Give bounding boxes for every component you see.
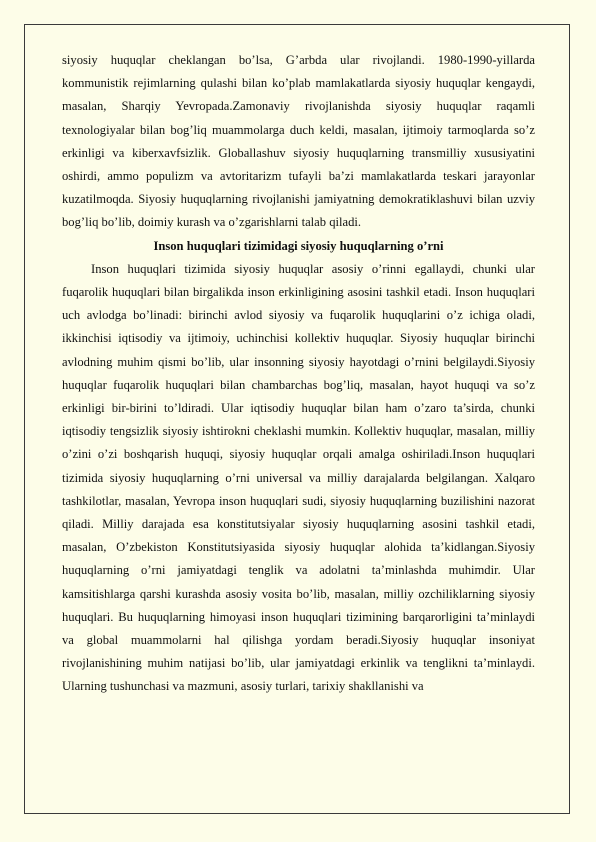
- paragraph-intro: siyosiy huquqlar cheklangan bo’lsa, G’arbda ular rivojlandi. 1980-1990-yillarda kommunistik rejimlarning qulashi bilan ko’plab mamlakatlarda siyosiy huquqlar kengaydi, masalan, Sharqiy Yevropada.Zamonaviy rivojlanishda siyosiy huquqlar raqamli texnologiyalar bilan bog’liq muammolarga duch keldi, masalan, ijtimoiy tarmoqlarda so’z erkinligi va kiberxavfsizlik. Globallashuv siyosiy huquqlarning transmilliy xususiyatini oshirdi, ammo populizm va avtoritarizm tufayli ba’zi mamlakatlarda teskari jarayonlar kuzatilmoqda. Siyosiy huquqlarning rivojlanishi jamiyatning demokratiklashuvi bilan uzviy bog’liq bo’lib, doimiy kurash va o’zgarishlarni talab qiladi.: [62, 53, 535, 230]
- document-body: [62, 49, 535, 699]
- section-heading: Inson huquqlari tizimidagi siyosiy huquqlarning o’rni: [153, 238, 444, 253]
- paragraph-main: Inson huquqlari tizimida siyosiy huquqlar asosiy o’rinni egallaydi, chunki ular fuqarolik huquqlari bilan birgalikda inson erkinligining asosini tashkil etadi. Inson huquqlari uch avlodga bo’linadi: birinchi avlod siyosiy va fuqarolik huquqlarini o’z ichiga oladi, ikkinchisi iqtisodiy va ijtimoiy, uchinchisi kollektiv huquqlar. Siyosiy huquqlar birinchi avlodning muhim qismi bo’lib, ular insonning siyosiy hayotdagi o’rnini belgilaydi.Siyosiy huquqlar fuqarolik huquqlari bilan chambarchas bog’liq, masalan, hayot huquqi va so’z erkinligi bir-birini to’ldiradi. Ular iqtisodiy huquqlar bilan ham o’zaro ta’sirda, chunki iqtisodiy tengsizlik siyosiy ishtirokni cheklashi mumkin. Kollektiv huquqlar, masalan, milliy o’zini o’zi boshqarish huquqi, siyosiy huquqlar orqali amalga oshiriladi.Inson huquqlari tizimida siyosiy huquqlarning o’rni universal va milliy darajalarda belgilangan. Xalqaro tashkilotlar, masalan, Yevropa inson huquqlari sudi, siyosiy huquqlarning buzilishini nazorat qiladi. Milliy darajada esa konstitutsiyalar siyosiy huquqlarning asosini tashkil etadi, masalan, O’zbekiston Konstitutsiyasida siyosiy huquqlar alohida ta’kidlangan.Siyosiy huquqlarning o’rni jamiyatdagi tenglik va adolatni ta’minlashda muhimdir. Ular kamsitishlarga qarshi kurashda asosiy vosita bo’lib, masalan, milliy ozchiliklarning siyosiy huquqlari. Bu huquqlarning himoyasi inson huquqlari tizimining barqarorligini ta’minlaydi va global muammolarni hal qilishga yordam beradi.Siyosiy huquqlar insoniyat rivojlanishining muhim natijasi bo’lib, ular jamiyatdagi erkinlik va tenglikni ta’minlaydi. Ularning tushunchasi va mazmuni, asosiy turlari, tarixiy shakllanishi va: [62, 261, 535, 694]
